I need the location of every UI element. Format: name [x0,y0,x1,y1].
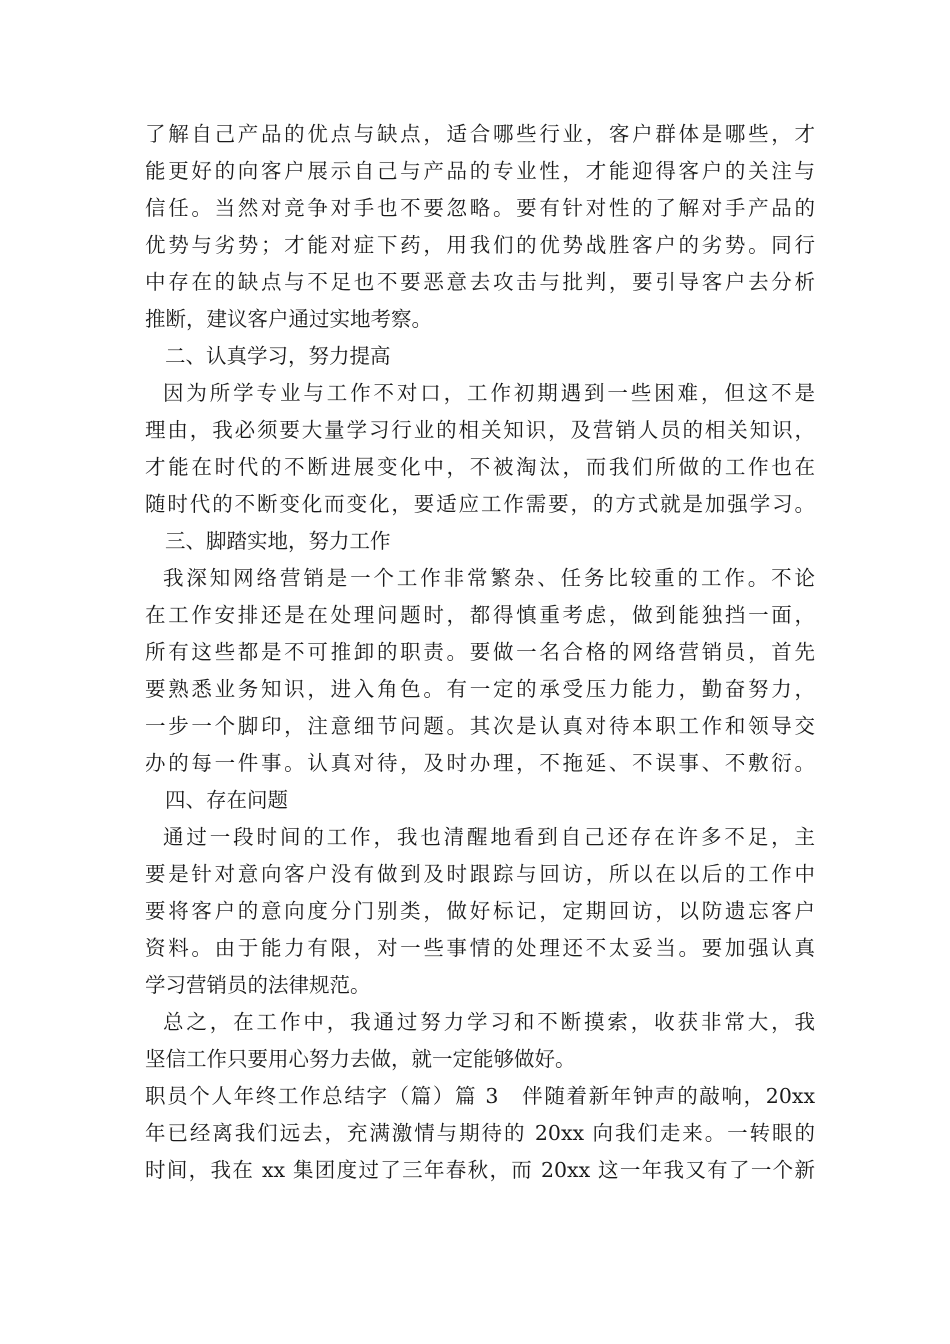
text-line: 要是针对意向客户没有做到及时跟踪与回访，所以在以后的工作中 [145,862,815,886]
text-line: 坚信工作只要用心努力去做，就一定能够做好。 [145,1047,576,1071]
text-line: 三、脚踏实地，努力工作 [165,529,391,553]
text-line: 能更好的向客户展示自己与产品的专业性，才能迎得客户的关注与 [145,159,815,183]
text-line: 优势与劣势；才能对症下药，用我们的优势战胜客户的劣势。同行 [145,233,815,257]
text-line: 我深知网络营销是一个工作非常繁杂、任务比较重的工作。不论 [163,566,815,590]
text-line: 了解自己产品的优点与缺点，适合哪些行业，客户群体是哪些，才 [145,122,815,146]
text-line: 要将客户的意向度分门别类，做好标记，定期回访，以防遗忘客户 [145,899,815,923]
text-line: 所有这些都是不可推卸的职责。要做一名合格的网络营销员，首先 [145,640,815,664]
text-line: 时间，我在 xx 集团度过了三年春秋，而 20xx 这一年我又有了一个新 [145,1158,815,1182]
text-line: 一步一个脚印，注意细节问题。其次是认真对待本职工作和领导交 [145,714,815,738]
document-body [145,116,815,1189]
text-line: 因为所学专业与工作不对口，工作初期遇到一些困难，但这不是 [163,381,815,405]
text-line: 办的每一件事。认真对待，及时办理，不拖延、不误事、不敷衍。 [145,751,815,775]
text-line: 通过一段时间的工作，我也清醒地看到自己还存在许多不足，主 [163,825,815,849]
text-line: 总之，在工作中，我通过努力学习和不断摸索，收获非常大，我 [163,1010,815,1034]
text-line: 信任。当然对竞争对手也不要忽略。要有针对性的了解对手产品的 [145,196,815,220]
text-line: 四、存在问题 [165,788,288,812]
text-line: 二、认真学习，努力提高 [165,344,391,368]
text-line: 中存在的缺点与不足也不要恶意去攻击与批判，要引导客户去分析 [145,270,815,294]
text-line: 推断，建议客户通过实地考察。 [145,307,432,331]
text-line: 才能在时代的不断进展变化中，不被淘汰，而我们所做的工作也在 [145,455,815,479]
text-line: 要熟悉业务知识，进入角色。有一定的承受压力能力，勤奋努力， [145,677,815,701]
text-line: 资料。由于能力有限，对一些事情的处理还不太妥当。要加强认真 [145,936,815,960]
text-line: 在工作安排还是在处理问题时，都得慎重考虑，做到能独挡一面， [145,603,815,627]
text-line: 学习营销员的法律规范。 [145,973,371,997]
text-line: 随时代的不断变化而变化，要适应工作需要，的方式就是加强学习。 [145,492,815,516]
text-line: 年已经离我们远去，充满激情与期待的 20xx 向我们走来。一转眼的 [145,1121,815,1145]
text-line: 理由，我必须要大量学习行业的相关知识，及营销人员的相关知识， [145,418,815,442]
text-line: 职员个人年终工作总结字（篇）篇 3 伴随着新年钟声的敲响，20xx [145,1084,815,1108]
